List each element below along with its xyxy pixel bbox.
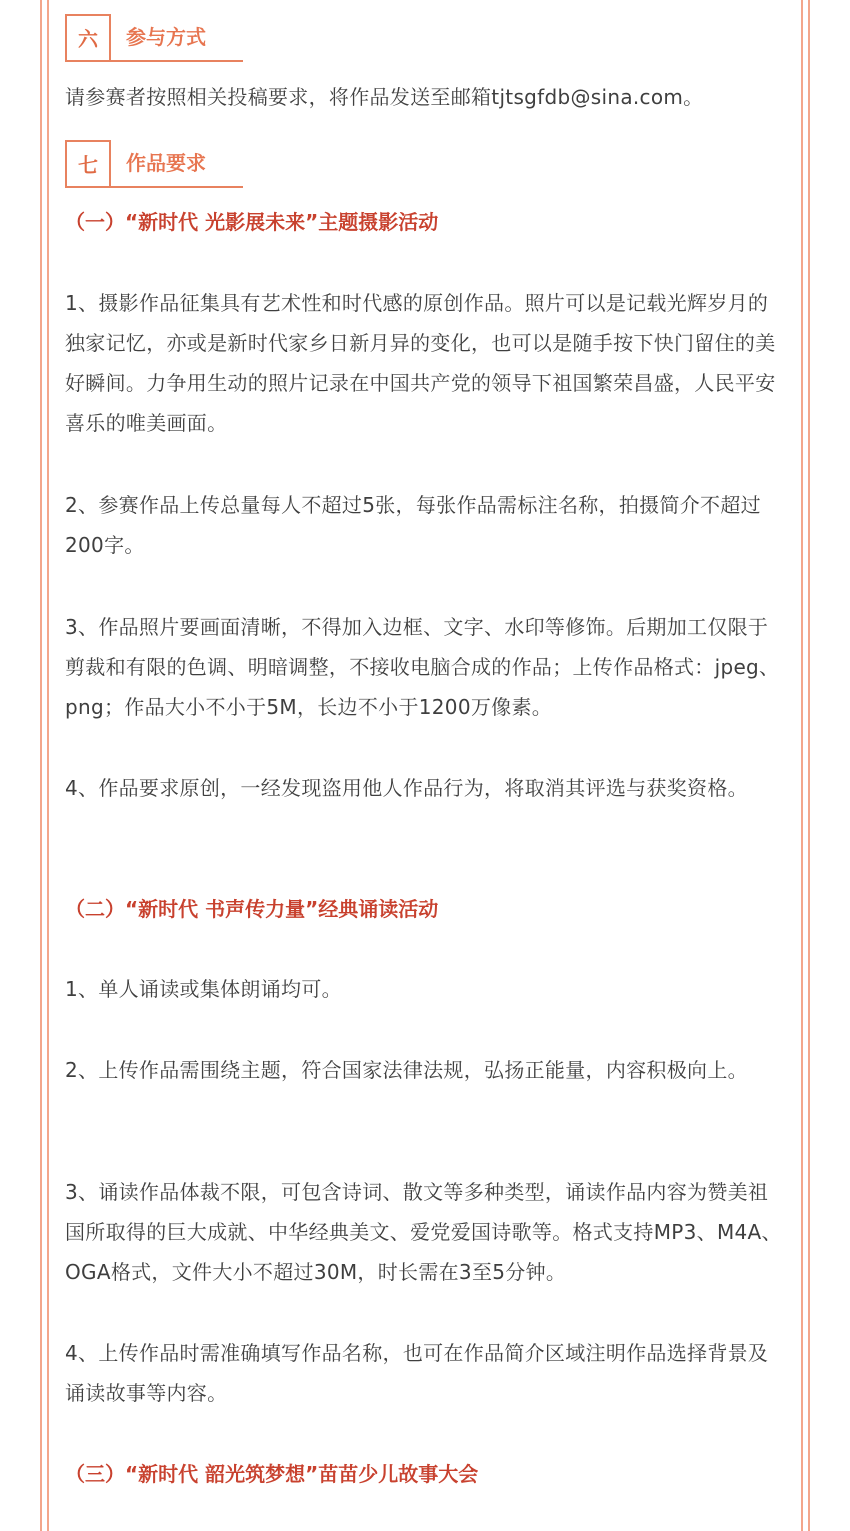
part-3-title: （三）“新时代 韶光筑梦想”苗苗少儿故事大会: [65, 1462, 479, 1486]
section-6-text: 请参赛者按照相关投稿要求，将作品发送至邮箱tjtsgfdb@sina.com。: [65, 85, 704, 109]
part-2-item-2: 2、上传作品需围绕主题，符合国家法律法规，弘扬正能量，内容积极向上。: [65, 1058, 748, 1082]
part-2-title: （二）“新时代 书声传力量”经典诵读活动: [65, 897, 439, 921]
right-border-inner: [801, 0, 803, 1531]
part-1-item-1: 1、摄影作品征集具有艺术性和时代感的原创作品。照片可以是记载光辉岁月的独家记忆，亦或是新时代家乡日新月异的变化，也可以是随手按下快门留住的美好瞬间。力争用生动的照片记录在中国共产党的领导下祖国繁荣昌盛，人民平安喜乐的唯美画面。: [65, 291, 776, 435]
part-1-item-2: 2、参赛作品上传总量每人不超过5张，每张作品需标注名称，拍摄简介不超过200字。: [65, 493, 761, 557]
left-border-inner: [47, 0, 49, 1531]
section-7-underline: [65, 186, 243, 188]
section-7-title: 作品要求: [126, 151, 206, 175]
part-2-item-1: 1、单人诵读或集体朗诵均可。: [65, 977, 342, 1001]
section-7-number: 七: [65, 140, 111, 186]
part-2-item-3: 3、诵读作品体裁不限，可包含诗词、散文等多种类型，诵读作品内容为赞美祖国所取得的巨大成就、中华经典美文、爱党爱国诗歌等。格式支持MP3、M4A、OGA格式，文件大小不超过30M，时长需在3至5分钟。: [65, 1180, 782, 1284]
section-7-header: [65, 140, 245, 192]
part-1-item-3: 3、作品照片要画面清晰，不得加入边框、文字、水印等修饰。后期加工仅限于剪裁和有限的色调、明暗调整，不接收电脑合成的作品；上传作品格式：jpeg、png；作品大小不小于5M，长边不小于1200万像素。: [65, 615, 780, 719]
part-1-item-4: 4、作品要求原创，一经发现盗用他人作品行为，将取消其评选与获奖资格。: [65, 776, 748, 800]
part-2-item-4: 4、上传作品时需准确填写作品名称，也可在作品简介区域注明作品选择背景及诵读故事等内容。: [65, 1341, 769, 1405]
part-1-title: （一）“新时代 光影展未来”主题摄影活动: [65, 210, 439, 234]
left-border-outer: [40, 0, 42, 1531]
section-6-underline: [65, 60, 243, 62]
section-6-number: 六: [65, 14, 111, 60]
right-border-outer: [808, 0, 810, 1531]
section-6-header: [65, 14, 245, 66]
section-6-title: 参与方式: [126, 25, 206, 49]
